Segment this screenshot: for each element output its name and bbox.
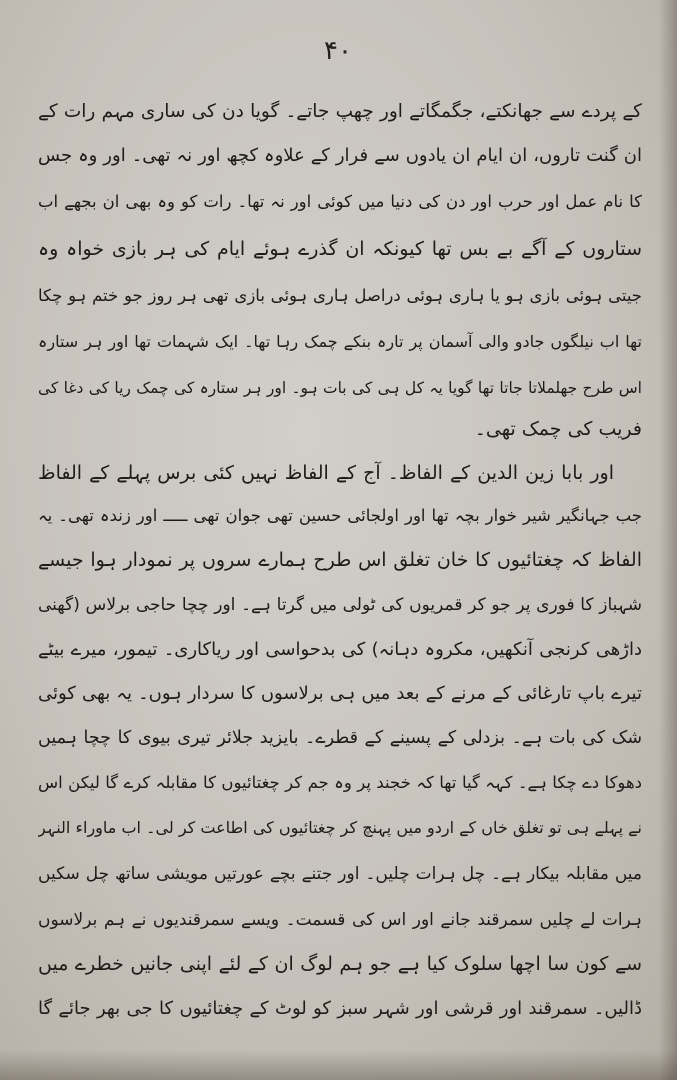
page-edge-shadow [659, 0, 677, 1080]
text-body [38, 92, 642, 1052]
text-line: ستاروں کے آگے بے بس تھا کیونکہ ان گذرے ہوئے ایام کی ہر بازی خواہ وہ [38, 238, 642, 260]
page-number: ۴۰ [324, 36, 352, 66]
text-line: تھا اب نیلگوں جادو والی آسمان پر تارہ بنکے چمک رہا تھا۔ ایک شہمات تھا اور ہر ستارہ [38, 332, 642, 351]
text-line: کے پردے سے جھانکتے، جگمگاتے اور چھپ جاتے۔ گویا دن کی ساری مہم رات کے [38, 101, 642, 122]
text-line: ان گنت تاروں، ان ایام ان یادوں سے فرار کے علاوہ کچھ اور نہ تھی۔ اور وہ جس [38, 145, 642, 166]
text-line: کا نام عمل اور حرب اور دن کی دنیا میں کوئی اور نہ تھا۔ رات کو وہ بھی ان بجھے اب [38, 192, 642, 211]
text-line: نے پہلے ہی تو تغلق خاں کے اردو میں پہنچ کر چغتائیوں کی اطاعت کر لی۔ اب ماوراء النہر [38, 818, 642, 837]
text-line: اور بابا زین الدین کے الفاظ۔ آج کے الفاظ نہیں کئی برس پہلے کے الفاظ [38, 462, 614, 484]
text-line: جب جہانگیر شیر خوار بچہ تھا اور اولجائی حسین تھی جوان تھی ـــــ اور زندہ تھی۔ یہ [38, 506, 642, 525]
text-line: ڈالیں۔ سمرقند اور قرشی اور شہر سبز کو لوٹ کے چغتائیوں کا جی بھر جائے گا [38, 998, 642, 1019]
page-bottom-shadow [0, 1050, 677, 1080]
text-line: شہباز کا فوری پر جو کر قمریوں کی ٹولی میں گرتا ہے۔ اور چچا حاجی برلاس (گھنی [38, 595, 642, 615]
text-line: شک کی بات ہے۔ بزدلی کے پسینے کے قطرے۔ بایزید جلائر تیری بیوی کا چچا ہمیں [38, 728, 642, 748]
text-line: میں مقابلہ بیکار ہے۔ چل ہرات چلیں۔ اور جتنے بچے عورتیں مویشی ساتھ چل سکیں [38, 864, 642, 884]
text-line: ہرات لے چلیں سمرقند جانے اور اس کی قسمت۔ ویسے سمرقندیوں نے ہم برلاسوں [38, 910, 642, 930]
text-line: اس طرح جھلملاتا جاتا تھا گویا یہ کل ہی کی بات ہو۔ اور ہر ستارہ کی چمک ریا کی دغا کی [38, 379, 642, 397]
text-line: دھوکا دے چکا ہے۔ کہہ گیا تھا کہ خجند پر وہ جم کر چغتائیوں کا مقابلہ کرے گا لیکن اس [38, 773, 642, 792]
text-line: داڑھی کرنجی آنکھیں، مکروہ دہانہ) کی بدحواسی اور ریاکاری۔ تیمور، میرے بیٹے [38, 639, 642, 660]
text-line: الفاظ کہ چغتائیوں کا خان تغلق اس طرح ہمارے سروں پر نمودار ہوا جیسے [38, 549, 642, 571]
text-line: تیرے باپ تارغائی کے مرنے کے بعد میں ہی برلاسوں کا سردار ہوں۔ یہ بھی کوئی [38, 683, 642, 704]
text-line: جیتی ہوئی بازی ہو یا ہاری ہوئی دراصل ہاری ہوئی بازی تھی ہر روز جو ختم ہو چکا [38, 286, 642, 305]
text-line: سے کون سا اچھا سلوک کیا ہے جو ہم لوگ ان کے لئے اپنی جانیں خطرے میں [38, 953, 642, 975]
text-line: فریب کی چمک تھی۔ [474, 418, 642, 440]
